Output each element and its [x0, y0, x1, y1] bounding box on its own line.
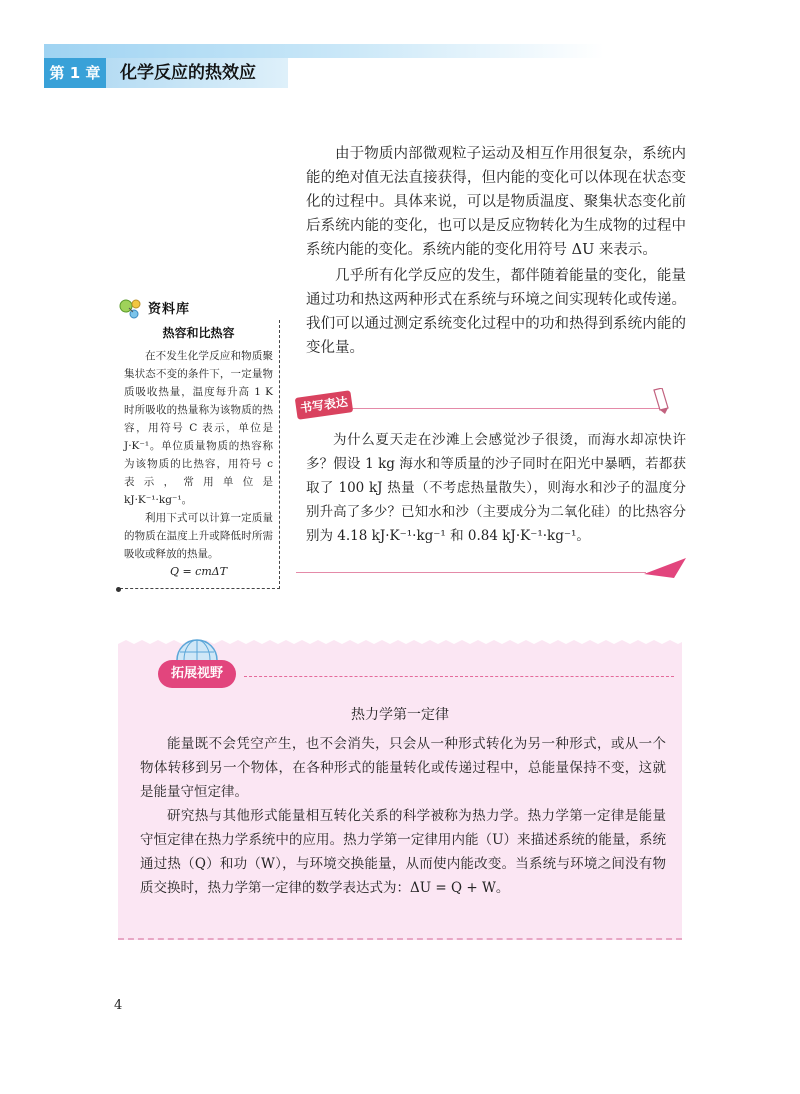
globe-icon — [174, 630, 220, 660]
sidebar-paragraph: 利用下式可以计算一定质量的物质在温度上升或降低时所需吸收或释放的热量。 — [124, 512, 273, 560]
main-paragraph: 几乎所有化学反应的发生，都伴随着能量的变化，能量通过功和热这两种形式在系统与环境之间实现转化或传递。我们可以通过测定系统变化过程中的功和热得到系统内能的变化量。 — [306, 268, 686, 356]
extended-view-panel — [118, 648, 682, 940]
extended-paragraph: 研究热与其他形式能量相互转化关系的科学被称为热力学。热力学第一定律是能量守恒定律在热力学系统中的应用。热力学第一定律用内能（U）来描述系统的能量，系统通过热（Q）和功（W），与环境交换能量，从而使内能改变。当系统与环境之间没有物质交换时，热力学第一定律的数学表达式为：ΔU = Q + W。 — [140, 808, 666, 896]
corner-dot — [116, 587, 121, 592]
sidebar-header — [118, 296, 280, 320]
main-paragraph: 由于物质内部微观粒子运动及相互作用很复杂，系统内能的绝对值无法直接获得，但内能的变化可以体现在状态变化的过程中。具体来说，可以是物质温度、聚集状态变化前后系统内能的变化，也可以是反应物转化为生成物的过程中系统内能的变化。系统内能的变化用符号 ΔU 来表示。 — [306, 146, 686, 258]
writing-top-rule — [350, 408, 660, 409]
writing-bottom-rule — [296, 572, 646, 573]
sidebar-title: 热容和比热容 — [162, 326, 235, 340]
extended-dashed-rule — [244, 676, 674, 677]
sidebar-label: 资料库 — [148, 302, 191, 317]
resource-sidebar — [118, 296, 280, 589]
header-band — [44, 44, 604, 58]
writing-box — [296, 388, 688, 584]
extended-title: 热力学第一定律 — [351, 707, 449, 723]
arrow-icon — [644, 556, 686, 578]
chapter-title-bar — [106, 58, 288, 88]
main-text — [306, 142, 686, 360]
sidebar-box — [120, 320, 280, 589]
writing-badge: 书写表达 — [295, 390, 354, 420]
page-number: 4 — [114, 998, 123, 1013]
molecule-icon — [118, 296, 144, 320]
extended-bottom-rule — [118, 938, 682, 940]
extended-paragraph: 能量既不会凭空产生，也不会消失，只会从一种形式转化为另一种形式，或从一个物体转移到另一个物体，在各种形式的能量转化或传递过程中，总能量保持不变，这就是能量守恒定律。 — [140, 736, 666, 800]
heat-formula: Q = cmΔT — [169, 565, 228, 578]
extended-badge: 拓展视野 — [158, 660, 236, 688]
extended-body — [140, 732, 666, 900]
chapter-title: 化学反应的热效应 — [120, 63, 256, 83]
chapter-tag: 第 1 章 — [44, 58, 106, 88]
sidebar-paragraph: 在不发生化学反应和物质聚集状态不变的条件下，一定量物质吸收热量，温度每升高 1 K 时所吸收的热量称为该物质的热容，用符号 C 表示，单位是 J·K⁻¹。单位质量物质的热容称为该物质的比热容，用符号 c 表示，常用单位是 kJ·K⁻¹·kg⁻¹。 — [124, 350, 273, 506]
writing-question: 为什么夏天走在沙滩上会感觉沙子很烫，而海水却凉快许多？假设 1 kg 海水和等质量的沙子同时在阳光中暴晒，若都获取了 100 kJ 热量（不考虑热量散失），则海水和沙子的温度分别升高了多少？已知水和沙（主要成分为二氧化硅）的比热容分别为 4.18 kJ·K⁻¹·kg⁻¹ 和 0.84 kJ·K⁻¹·kg⁻¹。 — [306, 432, 686, 544]
pencil-icon — [648, 388, 670, 414]
